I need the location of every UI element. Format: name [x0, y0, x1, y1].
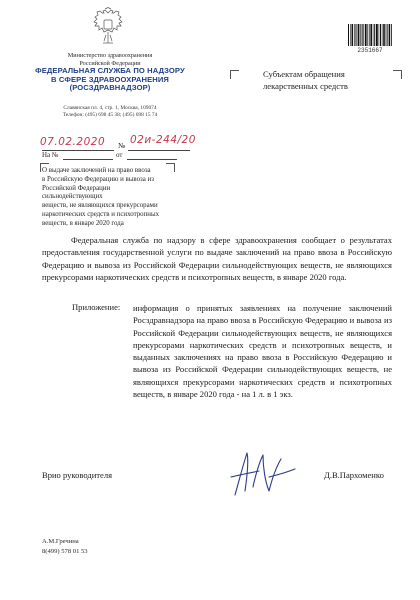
- from-date-underline: [127, 159, 177, 160]
- recipient-line-2: лекарственных средств: [263, 80, 348, 91]
- registration-date: 07.02.2020: [40, 136, 106, 148]
- executor-phone: 8(499) 578 01 53: [42, 547, 88, 555]
- subject-line-3: Российской Федерации сильнодействующих: [42, 184, 111, 201]
- from-date-label: от: [116, 151, 123, 159]
- barcode: [348, 24, 392, 46]
- address-line-2: Телефон: (495) 698 45 38; (495) 698 15 74: [62, 112, 158, 119]
- agency-line-1: ФЕДЕРАЛЬНАЯ СЛУЖБА ПО НАДЗОРУ: [35, 66, 185, 75]
- handwritten-signature: [225, 447, 301, 499]
- in-reply-number-underline: [63, 159, 113, 160]
- barcode-number: 2351667: [357, 47, 383, 54]
- executor-block: [42, 537, 88, 556]
- subject-line-4: веществ, не являющихся прекурсорами: [42, 202, 158, 210]
- registration-number: 02и-244/20: [130, 134, 196, 146]
- subject-line-5: наркотических средств и психотропных: [42, 210, 160, 218]
- signer-name: Д.В.Пархоменко: [324, 470, 384, 480]
- signer-title: Врио руководителя: [42, 470, 113, 480]
- subject-line-6: веществ, в январе 2020 года: [42, 219, 124, 227]
- agency-line-2: В СФЕРЕ ЗДРАВООХРАНЕНИЯ: [51, 74, 169, 84]
- subject-line-1: О выдаче заключений на право ввоза: [42, 167, 151, 174]
- registration-number-sign: №: [118, 141, 126, 150]
- ministry-line-2: Российской Федерации: [79, 59, 141, 67]
- body-paragraph: Федеральная служба по надзору в сфере здравоохранения сообщает о результатах предоставления государственной услуги по выдаче заключений на право ввоза в Российскую Федерацию и вывоза из Российской Федерации сильнодействующих веществ, не являющихся прекурсорами наркотических средств и психотропных веществ, в январе 2020 года.: [42, 235, 392, 282]
- recipient-block: [263, 69, 398, 92]
- recipient-corner-left: [230, 70, 239, 79]
- agency-address: [30, 105, 190, 120]
- recipient-line-1: Субъектам обращения: [263, 69, 345, 79]
- in-reply-to-label: На №: [42, 151, 59, 159]
- attachment-text: информация о принятых заявлениях на получение заключений Росздравнадзора на право ввоза в Российскую Федерацию и вывоза из Российской Федерации сильнодействующих веществ, не являющихся прекурсорами наркотических средств и психотропных веществ, и выданных заключениях на право ввоза в Российскую Федерацию и вывоза из Российской Федерации сильнодействующих веществ, не являющихся прекурсорами наркотических средств и психотропных веществ, в январе 2020 года - на 1 л. в 1 экз.: [133, 303, 392, 400]
- letter-subject: [42, 167, 170, 229]
- attachment-label: Приложение:: [72, 302, 121, 312]
- ministry-name: [30, 52, 190, 67]
- agency-name: [30, 67, 190, 93]
- agency-line-3: (РОСЗДРАВНАДЗОР): [69, 83, 151, 93]
- number-underline: [128, 150, 190, 151]
- address-line-1: Славянская пл. 4, стр. 1, Москва, 109074: [63, 105, 157, 111]
- subject-line-2: в Российскую Федерацию и вывоза из: [42, 175, 154, 183]
- executor-name: А.М.Гречина: [42, 538, 79, 545]
- ministry-line-1: Министерство здравоохранения: [67, 52, 153, 59]
- coat-of-arms-emblem: [91, 7, 125, 49]
